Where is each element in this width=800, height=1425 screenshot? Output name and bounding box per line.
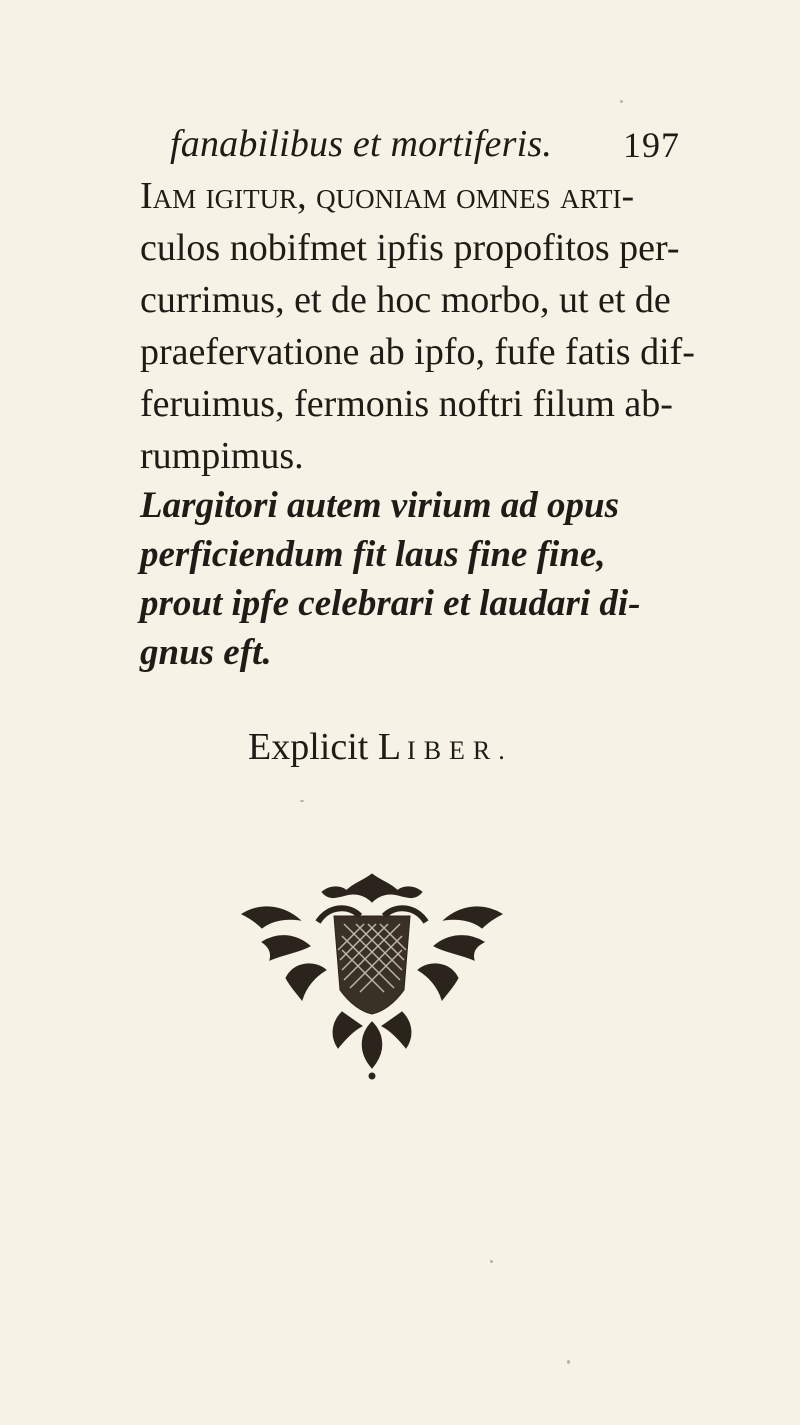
closing-line-3: prout ipfe celebrari et laudari di- xyxy=(140,583,641,624)
fleuron-ornament-icon xyxy=(222,862,522,1082)
paper-speck xyxy=(567,1360,570,1364)
running-head-title: fanabilibus et mortiferis. xyxy=(170,123,553,165)
body-line-3: currimus, et de hoc morbo, ut et de xyxy=(140,279,671,321)
closing-doxology xyxy=(140,481,685,677)
paper-speck xyxy=(620,100,623,103)
body-line-5: feruimus, fermonis noftri filum ab- xyxy=(140,383,673,425)
body-line-1-text: Iam igitur, quoniam omnes arti- xyxy=(140,175,635,217)
liber-word xyxy=(378,726,513,768)
closing-line-4: gnus eft. xyxy=(140,632,272,673)
running-head xyxy=(170,122,680,172)
closing-line-1: Largitori autem virium ad opus xyxy=(140,485,620,526)
body-line-1 xyxy=(140,170,685,222)
explicit-word: Explicit xyxy=(248,726,369,768)
liber-rest: IBER. xyxy=(407,736,513,765)
paper-speck xyxy=(490,1260,493,1263)
body-line-2: culos nobifmet ipfis propofitos per- xyxy=(140,227,680,269)
paper-speck xyxy=(300,800,304,802)
body-paragraph xyxy=(140,170,695,482)
liber-initial: L xyxy=(377,726,408,768)
explicit-colophon xyxy=(248,725,513,769)
page-number: 197 xyxy=(623,125,680,165)
body-line-4: praefervatione ab ipfo, fufe fatis dif- xyxy=(140,331,695,373)
closing-line-2: perficiendum fit laus fine fine, xyxy=(140,534,606,575)
body-line-6: rumpimus. xyxy=(140,435,304,477)
